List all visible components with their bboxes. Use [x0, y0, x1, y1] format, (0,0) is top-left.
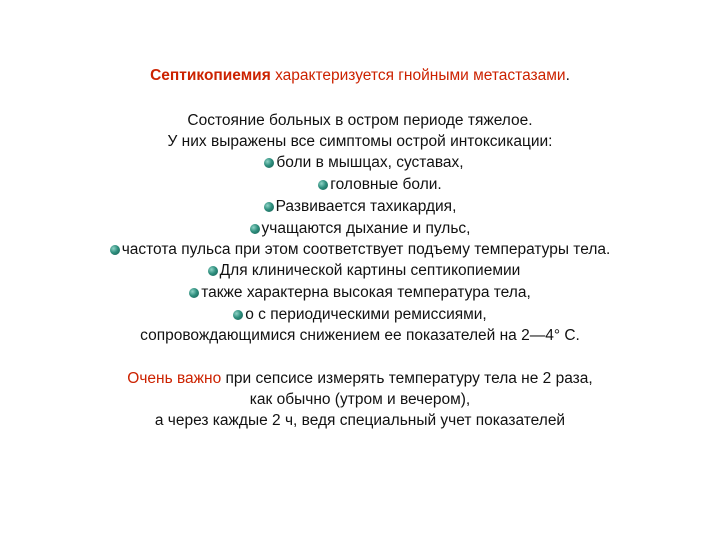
heading-term: Септикопиемия [150, 67, 271, 84]
note-line-3: а через каждые 2 ч, ведя специальный учет показателей [154, 412, 566, 429]
bullet-item [0, 197, 720, 217]
bullet-item [0, 219, 720, 239]
bullet-item [0, 305, 720, 325]
heading-line [0, 66, 720, 86]
bullet-item [0, 175, 720, 195]
bullet-item [0, 153, 720, 173]
bullet-item [0, 283, 720, 303]
bullet-text: также характерна высокая температура тела, [201, 284, 531, 301]
bullet-text: Для клинической картины септикопиемии [219, 262, 521, 279]
bullet-icon [264, 158, 274, 168]
note-line-2: как обычно (утром и вечером), [249, 391, 471, 408]
bullet-text: частота пульса при этом соответствует подъему температуры тела. [121, 241, 611, 258]
paragraph-line-2: У них выражены все симптомы острой интоксикации: [167, 133, 553, 150]
heading-accent-phrase: гнойными метастазами [398, 67, 566, 84]
bullet-text: о с периодическими ремиссиями, [245, 306, 487, 323]
bullet-text: Развивается тахикардия, [275, 198, 457, 215]
bullet-icon [110, 245, 120, 255]
paragraph-line-1: Состояние больных в остром периоде тяжелое. [187, 112, 533, 129]
note-line-1 [0, 369, 720, 389]
note-accent: Очень важно [127, 370, 222, 387]
note-text: при сепсисе измерять температуру тела не 2 раза, [221, 370, 593, 387]
bullet-icon [208, 266, 218, 276]
bullet-item [0, 240, 720, 260]
bullet-icon [318, 180, 328, 190]
bullet-icon [264, 202, 274, 212]
closing-line: сопровождающимися снижением ее показателей на 2—4° С. [140, 327, 580, 344]
bullet-text: учащаются дыхание и пульс, [261, 220, 471, 237]
heading-period: . [565, 67, 570, 84]
bullet-text: головные боли. [330, 176, 442, 193]
bullet-icon [233, 310, 243, 320]
bullet-icon [250, 224, 260, 234]
bullet-icon [189, 288, 199, 298]
bullet-item [0, 261, 720, 281]
heading-text: характеризуется [270, 67, 399, 84]
bullet-text: боли в мышцах, суставах, [276, 154, 464, 171]
